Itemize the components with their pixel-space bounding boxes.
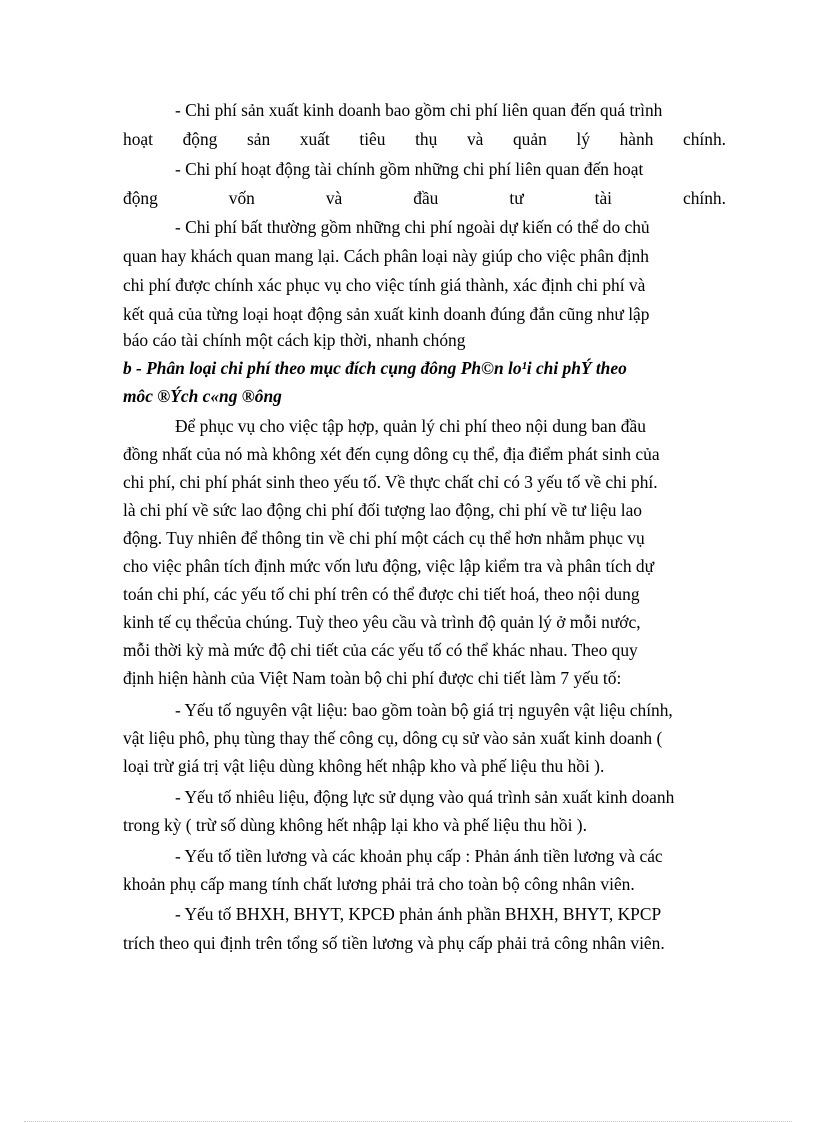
text-line: chi phí, chi phí phát sinh theo yếu tố. Về thực chất chỉ có 3 yếu tố về chi phí.	[123, 472, 658, 492]
section-heading: b - Phân loại chi phí theo mục đích cụng đông Ph©n lo¹i chi phÝ theo	[123, 358, 627, 378]
text-line: - Chi phí bất thường gồm những chi phí ngoài dự kiến có thể do chủ	[175, 217, 650, 237]
text-line: là chi phí về sức lao động chi phí đối tượng lao động, chi phí về tư liệu lao	[123, 500, 643, 520]
text-line: đồng nhất của nó mà không xét đến cụng dông cụ thể, địa điểm phát sinh của	[123, 444, 660, 464]
word: chính.	[683, 129, 726, 149]
text-line: - Yếu tố nguyên vật liệu: bao gồm toàn bộ giá trị nguyên vật liệu chính,	[175, 700, 673, 720]
text-line-justified	[123, 185, 726, 211]
text-line: - Chi phí sản xuất kinh doanh bao gồm chi phí liên quan đến quá trình	[175, 100, 663, 120]
word: quản	[512, 129, 547, 149]
text-line: chi phí được chính xác phục vụ cho việc tính giá thành, xác định chi phí và	[123, 275, 646, 295]
word: vốn	[228, 188, 255, 208]
text-line: quan hay khách quan mang lại. Cách phân loại này giúp cho việc phân định	[123, 246, 649, 266]
text-line: - Yếu tố nhiêu liệu, động lực sử dụng vào quá trình sản xuất kinh doanh	[175, 787, 675, 807]
word: hành	[619, 129, 654, 149]
section-heading-continued: môc ®Ých c«ng ®ông	[123, 386, 282, 406]
text-line: trích theo qui định trên tổng số tiền lương và phụ cấp phải trả công nhân viên.	[123, 933, 665, 953]
text-line: mỗi thời kỳ mà mức độ chi tiết của các yếu tố có thể khác nhau. Theo quy	[123, 640, 638, 660]
word: hoạt	[123, 129, 153, 149]
word: lý	[576, 129, 590, 149]
word: thụ	[415, 129, 438, 149]
word: tư	[509, 188, 524, 208]
text-line: Để phục vụ cho việc tập hợp, quản lý chi phí theo nội dung ban đầu	[175, 416, 646, 436]
word: và	[466, 129, 484, 149]
text-line: - Yếu tố BHXH, BHYT, KPCĐ phản ánh phần BHXH, BHYT, KPCP	[175, 904, 662, 924]
text-line: trong kỳ ( trừ số dùng không hết nhập lại kho và phế liệu thu hồi ).	[123, 815, 587, 835]
text-line: kết quả của từng loại hoạt động sản xuất kinh doanh đúng đắn cũng như lập	[123, 304, 650, 324]
page-bottom-border	[24, 1121, 792, 1122]
text-line: toán chi phí, các yếu tố chi phí trên có thể được chi tiết hoá, theo nội dung	[123, 584, 640, 604]
text-line: định hiện hành của Việt Nam toàn bộ chi phí được chi tiết làm 7 yếu tố:	[123, 668, 622, 688]
word: xuất	[299, 129, 330, 149]
word: và	[325, 188, 343, 208]
text-line: - Chi phí hoạt động tài chính gồm những chi phí liên quan đến hoạt	[175, 159, 644, 179]
text-line-justified	[123, 126, 726, 152]
word: chính.	[682, 188, 726, 208]
text-line: động. Tuy nhiên để thông tin về chi phí một cách cụ thể hơn nhằm phục vụ	[123, 528, 645, 548]
text-line: vật liệu phô, phụ tùng thay thế công cụ, dông cụ sử vào sản xuất kinh doanh (	[123, 728, 663, 748]
text-line: cho việc phân tích định mức vốn lưu động, việc lập kiểm tra và phân tích dự	[123, 556, 655, 576]
text-line: - Yếu tố tiền lương và các khoản phụ cấp : Phản ánh tiền lương và các	[175, 846, 663, 866]
word: động	[123, 188, 158, 208]
word: động	[182, 129, 218, 149]
text-line: kinh tế cụ thểcủa chúng. Tuỳ theo yêu cầu và trình độ quản lý ở mỗi nước,	[123, 612, 641, 632]
text-line: loại trừ giá trị vật liệu dùng không hết nhập kho và phế liệu thu hồi ).	[123, 756, 605, 776]
text-line: khoản phụ cấp mang tính chất lương phải trả cho toàn bộ công nhân viên.	[123, 874, 635, 894]
word: tiêu	[359, 129, 386, 149]
text-line: báo cáo tài chính một cách kịp thời, nhanh chóng	[123, 330, 466, 350]
word: tài	[594, 188, 612, 208]
word: đầu	[413, 188, 439, 208]
word: sản	[246, 129, 271, 149]
